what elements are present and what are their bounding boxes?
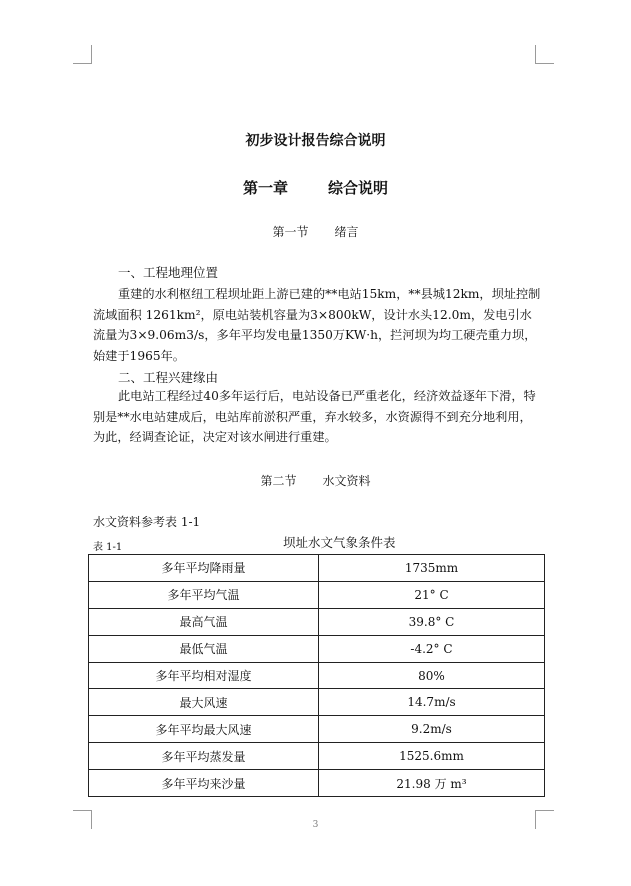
paragraph-reason: 此电站工程经过40多年运行后，电站设备已严重老化，经济效益逐年下滑，特别是**水电站建成后，电站库前淤积严重，弃水较多，水资源得不到充分地利用，为此，经调查论证，决定对该水闸进行重建。 <box>93 389 536 445</box>
table-title: 坝址水文气象条件表 <box>283 535 396 550</box>
table-row <box>89 555 545 582</box>
table-row <box>89 689 545 716</box>
section-number: 第二节 <box>260 474 297 488</box>
table-cell-value: 21.98 万 m³ <box>319 770 545 797</box>
table-cell-item: 多年平均气温 <box>89 581 319 608</box>
table-row <box>89 770 545 797</box>
table-row <box>89 716 545 743</box>
section-name: 绪言 <box>334 225 359 239</box>
section-number: 第一节 <box>272 225 309 239</box>
reference-table-label: 水文资料参考表 1-1 <box>93 515 201 529</box>
table-cell-value: 1735mm <box>319 555 545 582</box>
table-number: 表 1-1 <box>93 542 123 553</box>
subheading-location: 一、工程地理位置 <box>118 265 219 280</box>
table-cell-item: 最低气温 <box>89 635 319 662</box>
table-cell-value: -4.2° C <box>319 635 545 662</box>
crop-mark-top-right <box>535 45 554 64</box>
chapter-number: 第一章 <box>242 179 288 197</box>
table-cell-value: 80% <box>319 662 545 689</box>
table-cell-item: 多年平均来沙量 <box>89 770 319 797</box>
table-row <box>89 662 545 689</box>
table-cell-value: 39.8° C <box>319 608 545 635</box>
page-number: 3 <box>312 820 319 830</box>
subheading-reason: 二、工程兴建缘由 <box>118 370 219 385</box>
table-row <box>89 608 545 635</box>
table-row <box>89 635 545 662</box>
table-cell-value: 9.2m/s <box>319 716 545 743</box>
table-cell-item: 多年平均最大风速 <box>89 716 319 743</box>
section-heading-2 <box>0 472 631 489</box>
chapter-heading <box>0 177 631 198</box>
table-row <box>89 581 545 608</box>
table-cell-value: 1525.6mm <box>319 743 545 770</box>
table-cell-item: 多年平均降雨量 <box>89 555 319 582</box>
table-row <box>89 743 545 770</box>
section-name: 水文资料 <box>322 474 371 488</box>
crop-mark-top-left <box>73 45 92 64</box>
table-cell-item: 多年平均相对湿度 <box>89 662 319 689</box>
section-heading-1 <box>0 223 631 240</box>
document-title: 初步设计报告综合说明 <box>245 133 386 149</box>
table-cell-value: 21° C <box>319 581 545 608</box>
table-cell-value: 14.7m/s <box>319 689 545 716</box>
hydrology-table <box>88 554 545 797</box>
chapter-name: 综合说明 <box>328 179 389 197</box>
table-cell-item: 多年平均蒸发量 <box>89 743 319 770</box>
paragraph-location: 重建的水利枢纽工程坝址距上游已建的**电站15km，**县城12km，坝址控制流域面积 1261km²，原电站装机容量为3×800kW，设计水头12.0m，发电引水流量为3×9.06m3/s，多年平均发电量1350万KW·h，拦河坝为均工硬壳重力坝，始建于1965年。 <box>93 287 541 363</box>
table-cell-item: 最高气温 <box>89 608 319 635</box>
table-cell-item: 最大风速 <box>89 689 319 716</box>
